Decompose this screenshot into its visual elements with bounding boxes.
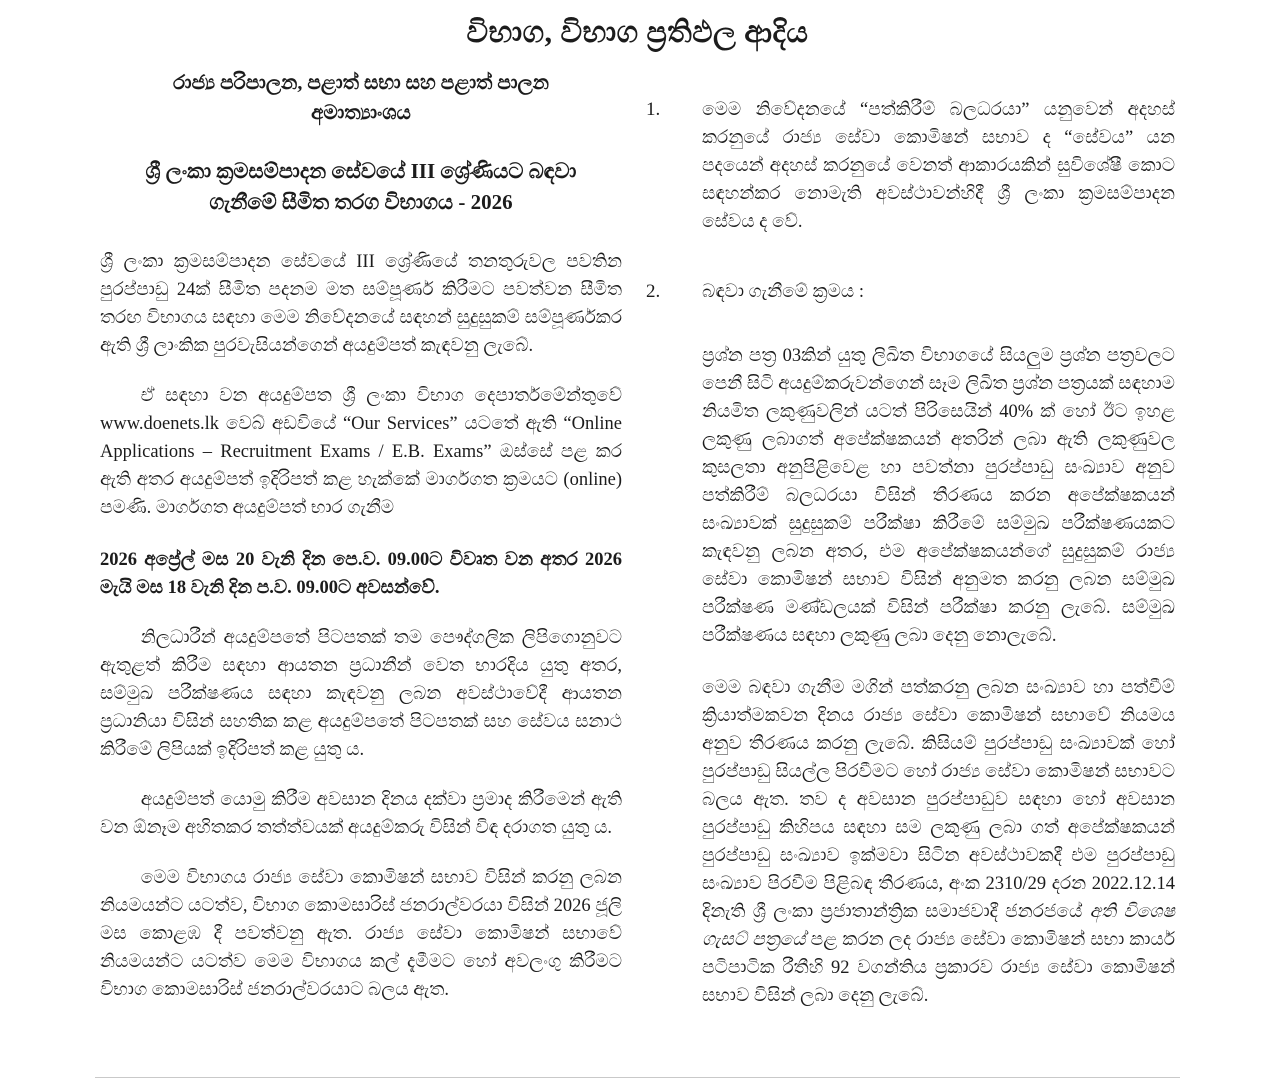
bottom-divider <box>95 1077 1180 1078</box>
exam-authority-paragraph: මෙම විභාගය රාජ්‍ය සේවා කොමිෂන් සභාව විසින් කරනු ලබන නියමයන්ට යටත්ව, විභාග කොමසාරිස් ජනරාල්වරයා විසින් 2026 ජූලි මස කොළඹ දී පවත්වනු ඇත. රාජ්‍ය සේවා කොමිෂන් සභාවේ නියමයන්ට යටත්ව මෙම විභාගය කල් දැමීමට හෝ අවලංගු කිරීමට විභාග කොමසාරිස් ජනරාල්වරයාට බලය ඇත. <box>100 868 622 1000</box>
ministry-heading: රාජ්‍ය පරිපාලන, පළාත් සභා සහ පළාත් පාලන අමාත්‍යාංශය <box>172 72 550 124</box>
clause-2 <box>646 278 1175 1010</box>
clause-1-text: මෙම නිවේදනයේ “පත්කිරීම් බලධරයා” යනුවෙන් අදහස් කරනුයේ රාජ්‍ය සේවා කොමිෂන් සභාව ද “සේවය” යන පදයෙන් අදහස් කරනුයේ වෙනත් ආකාරයකින් සුවිශේෂී කොට සඳහන්කර නොමැති අවස්ථාවන්හිදී ශ්‍රී ලංකා ක්‍රමසම්පාදන සේවය ද වේ. <box>702 100 1175 232</box>
clause-2-heading: බඳවා ගැනීමේ ක්‍රමය : <box>702 282 865 302</box>
right-column <box>646 96 1175 1010</box>
recruitment-method-paragraph-1: ප්‍රශ්න පත්‍ර 03කින් යුතු ලිඛිත විභාගයේ සියලුම ප්‍රශ්න පත්‍රවලට පෙනී සිටි අයදුම්කරුවන්ගෙන් සෑම ලිඛිත ප්‍රශ්න පත්‍රයක් සඳහාම නියමිත ලකුණුවලින් යටත් පිරිසෙයින් 40% ක් හෝ ඊට ඉහළ ලකුණු ලබාගත් අපේක්ෂකයන් අතරින් ලබා ඇති ලකුණුවල කුසලතා අනුපිළිවෙළ හා පවත්නා පුරප්පාඩු සංඛ්‍යාව අනුව පත්කිරීම් බලධරයා විසින් තීරණය කරන අපේක්ෂකයන් සංඛ්‍යාවක් සුදුසුකම් පරීක්ෂා කිරීමේ සම්මුඛ පරීක්ෂණයකට කැඳවනු ලබන අතර, එම අපේක්ෂකයන්ගේ සුදුසුකම් රාජ්‍ය සේවා කොමිෂන් සභාව විසින් අනුමත කරනු ලබන සම්මුඛ පරීක්ෂණ මණ්ඩලයක් විසින් පරීක්ෂා කරනු ලැබේ. සම්මුඛ පරීක්ෂණය සඳහා ලකුණු ලබා දෙනු නොලැබේ. <box>702 346 1175 646</box>
application-dates-paragraph: 2026 අප්‍රේල් මස 20 වැනි දින පෙ.ව. 09.00ට විවෘත වන අතර 2026 මැයි මස 18 වැනි දින ප.ව. 09.00ට අවසන්වේ. <box>100 550 622 598</box>
paragraph-2-segment-regular: මෙම බඳවා ගැනීම මගින් පත්කරනු ලබන සංඛ්‍යාව හා පත්වීම් ක්‍රියාත්මකවන දිනය රාජ්‍ය සේවා කොමිෂන් සභාවේ නියමය අනුව තීරණය කරනු ලැබේ. කිසියම් පුරප්පාඩු සංඛ්‍යාවක් හෝ පුරප්පාඩු සියල්ල පිරවීමට හෝ රාජ්‍ය සේවා කොමිෂන් සභාවට බලය ඇත. තව ද අවසාන පුරප්පාඩුව සඳහා හෝ අවසාන පුරප්පාඩු කිහිපය සඳහා සම ලකුණු ලබා ගත් අපේක්ෂකයන් පුරප්පාඩු සංඛ්‍යාව ඉක්මවා සිටින අවස්ථාවකදී එම පුරප්පාඩු සංඛ්‍යාව පිරවීම පිළිබඳ තීරණය, අංක 2310/29 දරන 2022.12.14 දිනැති ශ්‍රී ලංකා ප්‍රජාතාන්ත්‍රික සමාජවාදී ජනරජයේ <box>702 678 1175 922</box>
officer-copy-paragraph: නිලධාරීන් අයදුම්පතේ පිටපතක් තම පෞද්ගලික ලිපිගොනුවට ඇතුළත් කිරීම සඳහා ආයතන ප්‍රධානීන් වෙත භාරදිය යුතු අතර, සම්මුඛ පරීක්ෂණය සඳහා කැඳවනු ලබන අවස්ථාවේදී ආයතන ප්‍රධානියා විසින් සහතික කළ අයදුම්පතේ පිටපතක් සහ සේවය සනාථ කිරීමේ ලිපියක් ඉදිරිපත් කළ යුතු ය. <box>100 628 622 760</box>
clause-1 <box>646 96 1175 236</box>
late-submission-paragraph: අයදුම්පත් යොමු කිරීම අවසාන දිනය දක්වා ප්‍රමාද කිරීමෙන් ඇති වන ඕනෑම අහිතකර තත්ත්වයක් අයදුම්කරු විසින් විඳ දරාගත යුතු ය. <box>100 790 622 838</box>
exam-title-heading: ශ්‍රී ලංකා ක්‍රමසම්පාදන සේවයේ III ශ්‍රේණියට බඳවා ගැනීමේ සීමිත තරග විභාගය - 2026 <box>145 159 577 214</box>
clause-2-number: 2. <box>646 281 661 302</box>
intro-paragraph: ශ්‍රී ලංකා ක්‍රමසම්පාදන සේවයේ III ශ්‍රේණියේ තනතුරුවල පවතින පුරප්පාඩු 24ක් සීමිත පදනම මත සම්පූර්ණ කිරීමට පවත්වන සීමිත තරඟ විභාගය සඳහා මෙම නිවේදනයේ සඳහන් සුදුසුකම් සම්පූර්ණකර ඇති ශ්‍රී ලාංකික පුරවැසියන්ගෙන් අයදුම්පත් කැඳවනු ලැබේ. <box>100 252 622 356</box>
application-website-paragraph: ඒ සඳහා වන අයදුම්පත ශ්‍රී ලංකා විභාග දෙපාර්තමේන්තුවේ www.doenets.lk වෙබ් අඩවියේ “Our Services” යටතේ ඇති “Online Applications – Recruitment Exams / E.B. Exams” ඔස්සේ පළ කර ඇති අතර අයදුම්පත් ඉදිරිපත් කළ හැක්කේ මාර්ගගත ක්‍රමයට (online) පමණි. මාර්ගගත අයදුම්පත් භාර ගැනීම <box>100 386 622 518</box>
paragraph-2-segment-closing: පළ කරන ලද රාජ්‍ය සේවා කොමිෂන් සභා කාර්ය පටිපාටික රීතීහි 92 වගන්තිය ප්‍රකාරව රාජ්‍ය සේවා කොමිෂන් සභාව විසින් ලබා දෙනු ලැබේ. <box>702 930 1175 1006</box>
left-column <box>100 68 622 1010</box>
recruitment-method-paragraph-2 <box>702 674 1175 1010</box>
clause-1-number: 1. <box>646 99 661 120</box>
two-column-layout <box>0 68 1275 1010</box>
page-title: විභාග, විභාග ප්‍රතිඵල ආදිය <box>466 16 809 49</box>
gazette-reference-italic: අති විශෙෂ ගැසට් පත්‍රයේ <box>702 902 1175 950</box>
